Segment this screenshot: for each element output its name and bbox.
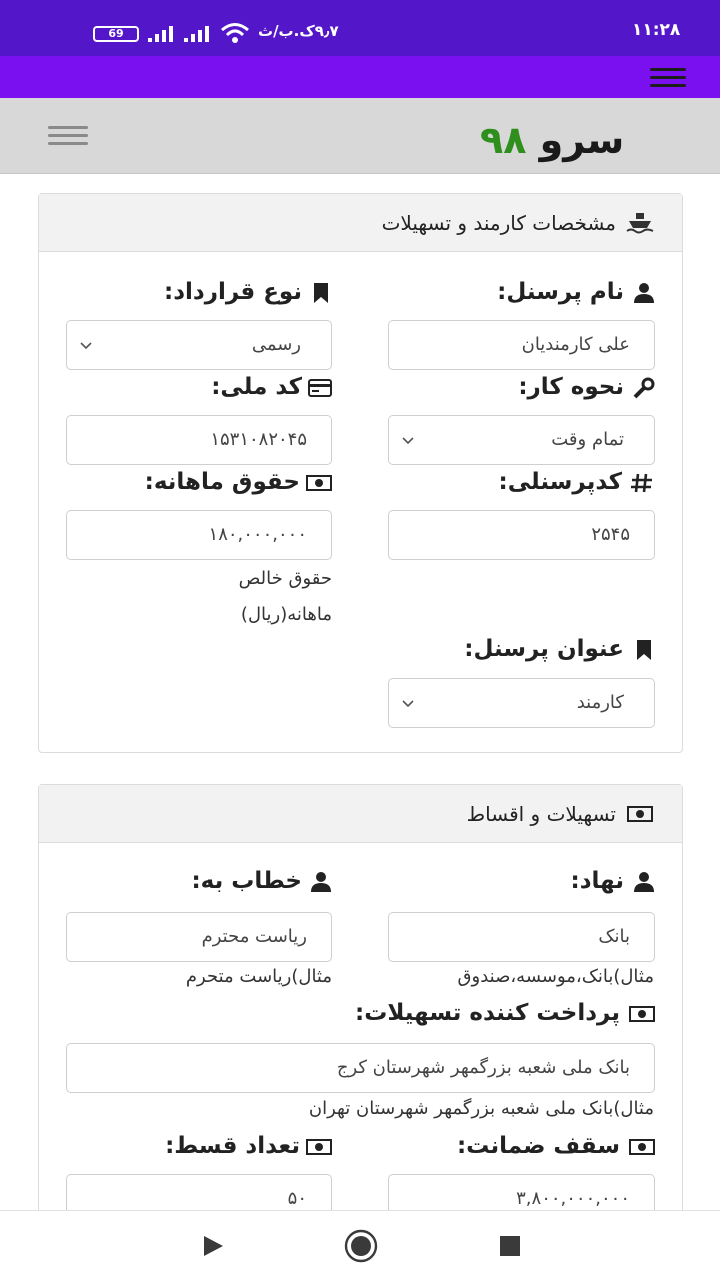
personnel-title-select[interactable] xyxy=(388,678,655,728)
user-icon xyxy=(310,871,332,893)
national-code-label: کد ملی: xyxy=(211,374,302,400)
payer-label: پرداخت کننده تسهیلات: xyxy=(355,1000,620,1026)
guarantee-cap-label: سقف ضمانت: xyxy=(456,1133,620,1159)
money-icon xyxy=(306,1136,332,1158)
bookmark-icon xyxy=(310,282,332,304)
battery-icon: 69 xyxy=(93,26,139,42)
card-title: مشخصات کارمند و تسهیلات xyxy=(381,211,616,235)
status-bar xyxy=(0,0,720,56)
user-icon xyxy=(633,871,655,893)
personnel-code-label: کدپرسنلی: xyxy=(498,469,622,495)
navbar-toggle-icon[interactable] xyxy=(48,126,88,146)
installments-input[interactable]: ۵۰ xyxy=(66,1174,332,1224)
contract-type-label: نوع قرارداد: xyxy=(164,279,302,305)
signal-icon xyxy=(184,26,210,42)
wrench-icon xyxy=(633,377,655,399)
monthly-salary-help-2: ماهانه(ریال) xyxy=(240,604,332,625)
institution-help: مثال)بانک،موسسه،صندوق xyxy=(457,966,654,987)
recents-square-icon[interactable] xyxy=(500,1236,520,1256)
chevron-down-icon xyxy=(79,335,93,357)
network-speed: ۹٫۷ک.ب/ث xyxy=(258,22,339,40)
bookmark-icon xyxy=(633,639,655,661)
brand-number: ۹۸ xyxy=(480,118,527,162)
home-circle-icon[interactable] xyxy=(344,1229,378,1263)
guarantee-cap-input[interactable]: ۳,۸۰۰,۰۰۰,۰۰۰ xyxy=(388,1174,655,1224)
card-title: تسهیلات و اقساط xyxy=(466,802,616,826)
ship-icon xyxy=(626,211,654,235)
card-header xyxy=(39,785,682,843)
addressed-to-label: خطاب به: xyxy=(191,868,302,894)
institution-input[interactable]: بانک xyxy=(388,912,655,962)
personnel-title-value: کارمند xyxy=(576,692,624,713)
payer-help: مثال)بانک ملی شعبه بزرگمهر شهرستان تهران xyxy=(308,1098,654,1119)
chevron-down-icon xyxy=(401,430,415,452)
personnel-name-label: نام پرسنل: xyxy=(497,279,624,305)
work-type-value: تمام وقت xyxy=(551,429,624,450)
national-code-input[interactable]: ۱۵۳۱۰۸۲۰۴۵ xyxy=(66,415,332,465)
status-time: ۱۱:۲۸ xyxy=(632,20,681,40)
menu-icon[interactable] xyxy=(650,68,686,88)
chevron-down-icon xyxy=(401,693,415,715)
wifi-icon xyxy=(220,22,250,44)
personnel-title-label: عنوان پرسنل: xyxy=(464,636,624,662)
personnel-code-input[interactable]: ۲۵۴۵ xyxy=(388,510,655,560)
money-icon xyxy=(629,1003,655,1025)
payer-input[interactable]: بانک ملی شعبه بزرگمهر شهرستان کرج xyxy=(66,1043,655,1093)
addressed-to-help: مثال)ریاست متحرم xyxy=(185,966,332,987)
work-type-select[interactable] xyxy=(388,415,655,465)
monthly-salary-input[interactable]: ۱۸۰,۰۰۰,۰۰۰ xyxy=(66,510,332,560)
addressed-to-input[interactable]: ریاست محترم xyxy=(66,912,332,962)
personnel-name-input[interactable]: علی کارمندیان xyxy=(388,320,655,370)
monthly-salary-help-1: حقوق خالص xyxy=(238,568,332,589)
money-icon xyxy=(306,472,332,494)
back-triangle-icon[interactable] xyxy=(202,1235,224,1257)
institution-label: نهاد: xyxy=(570,868,624,894)
work-type-label: نحوه کار: xyxy=(518,374,624,400)
brand-logo[interactable] xyxy=(480,118,624,162)
card-header xyxy=(39,194,682,252)
money-icon xyxy=(626,802,654,826)
top-bar xyxy=(0,56,720,98)
brand-word: سرو xyxy=(539,118,625,162)
installments-label: تعداد قسط: xyxy=(165,1133,300,1159)
contract-type-value: رسمی xyxy=(251,334,301,355)
signal-icon xyxy=(148,26,174,42)
id-card-icon xyxy=(308,377,332,399)
contract-type-select[interactable] xyxy=(66,320,332,370)
hash-icon xyxy=(630,472,654,494)
system-nav-bar xyxy=(0,1210,720,1280)
monthly-salary-label: حقوق ماهانه: xyxy=(144,469,300,495)
user-icon xyxy=(633,282,655,304)
money-icon xyxy=(629,1136,655,1158)
